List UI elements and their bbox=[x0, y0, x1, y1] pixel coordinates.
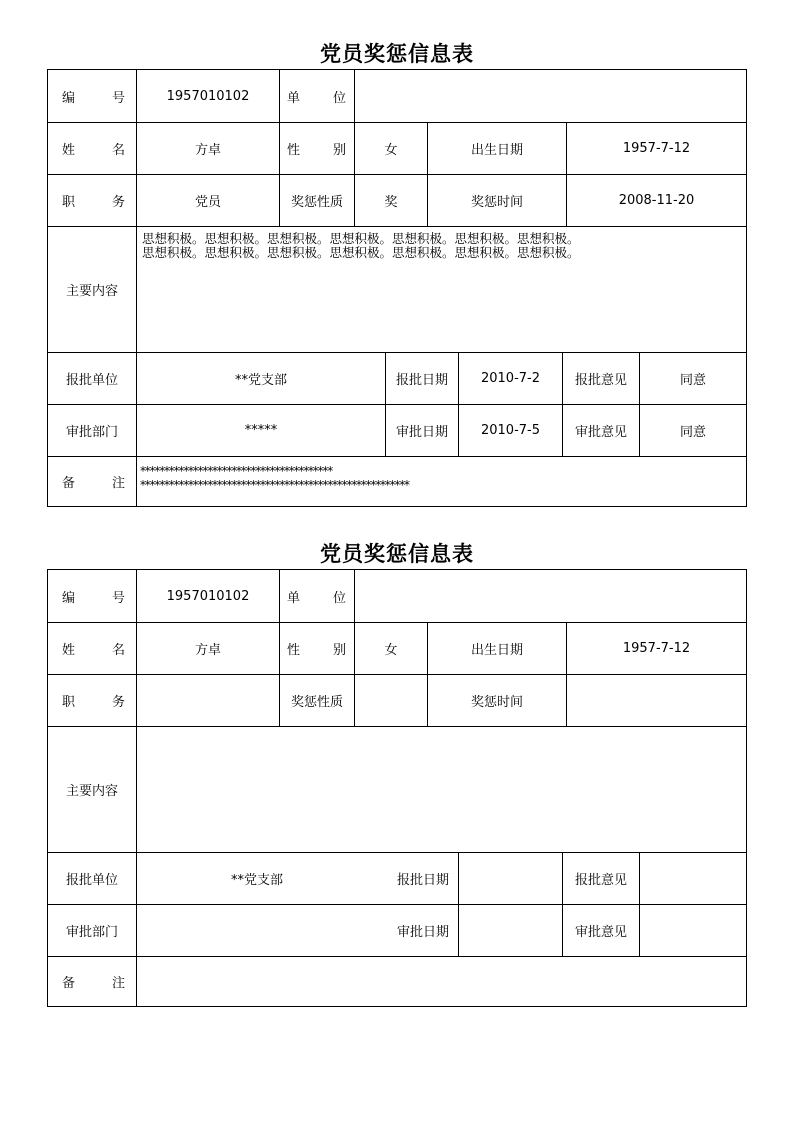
label-nature: 奖惩性质 bbox=[279, 174, 354, 226]
value-nature[interactable] bbox=[354, 674, 427, 726]
label-nature: 奖惩性质 bbox=[279, 674, 354, 726]
label-approve-dept: 审批部门 bbox=[48, 904, 136, 956]
value-nature[interactable]: 奖 bbox=[354, 174, 427, 226]
merged-approve-cell bbox=[136, 904, 458, 956]
label-id: 编 号 bbox=[62, 90, 125, 106]
label-report-unit: 报批单位 bbox=[48, 352, 136, 404]
value-unit[interactable] bbox=[354, 570, 746, 622]
value-report-unit[interactable]: **党支部 bbox=[136, 352, 385, 404]
content-line: 思想积极。思想积极。思想积极。思想积极。思想积极。思想积极。思想积极。 bbox=[142, 245, 580, 260]
remark-line: **************************************** bbox=[140, 463, 333, 478]
label-approve-dept: 审批部门 bbox=[48, 404, 136, 456]
value-remark[interactable] bbox=[136, 456, 746, 506]
value-report-date[interactable] bbox=[458, 852, 562, 904]
value-content[interactable] bbox=[136, 726, 746, 852]
label-report-date: 报批日期 bbox=[385, 352, 458, 404]
value-id[interactable]: 1957010102 bbox=[136, 70, 279, 122]
label-report-opinion: 报批意见 bbox=[562, 352, 639, 404]
form-title: 党员奖惩信息表 bbox=[320, 42, 474, 66]
value-approve-dept[interactable]: ***** bbox=[136, 404, 385, 456]
label-time: 奖惩时间 bbox=[427, 174, 566, 226]
value-approve-opinion[interactable] bbox=[639, 904, 746, 956]
label-report-unit: 报批单位 bbox=[48, 852, 136, 904]
merged-report-cell bbox=[136, 852, 458, 904]
value-approve-opinion[interactable]: 同意 bbox=[639, 404, 746, 456]
value-gender[interactable]: 女 bbox=[354, 622, 427, 674]
label-approve-date: 审批日期 bbox=[396, 925, 449, 940]
label-unit: 单 位 bbox=[279, 70, 354, 122]
award-info-table bbox=[47, 569, 747, 1007]
value-approve-date[interactable] bbox=[458, 904, 562, 956]
value-approve-date[interactable]: 2010-7-5 bbox=[458, 404, 562, 456]
label-content: 主要内容 bbox=[48, 726, 136, 852]
label-birth-date: 出生日期 bbox=[427, 122, 566, 174]
label-time: 奖惩时间 bbox=[427, 674, 566, 726]
value-remark[interactable] bbox=[136, 956, 746, 1006]
value-report-opinion[interactable] bbox=[639, 852, 746, 904]
remark-line: ******************************************************** bbox=[140, 477, 409, 492]
form-title: 党员奖惩信息表 bbox=[320, 542, 474, 566]
label-gender: 性 别 bbox=[279, 122, 354, 174]
value-time[interactable] bbox=[566, 674, 746, 726]
value-time[interactable]: 2008-11-20 bbox=[566, 174, 746, 226]
value-report-date[interactable]: 2010-7-2 bbox=[458, 352, 562, 404]
label-position: 职 务 bbox=[48, 674, 136, 726]
value-report-opinion[interactable]: 同意 bbox=[639, 352, 746, 404]
label-name: 姓 名 bbox=[48, 122, 136, 174]
label-report-opinion: 报批意见 bbox=[562, 852, 639, 904]
value-position[interactable] bbox=[136, 674, 279, 726]
value-name[interactable]: 方卓 bbox=[136, 122, 279, 174]
value-birth-date[interactable]: 1957-7-12 bbox=[566, 122, 746, 174]
label-content: 主要内容 bbox=[48, 226, 136, 352]
value-position[interactable]: 党员 bbox=[136, 174, 279, 226]
label-remark: 备 注 bbox=[48, 956, 136, 1006]
label-approve-opinion: 审批意见 bbox=[562, 404, 639, 456]
value-gender[interactable]: 女 bbox=[354, 122, 427, 174]
label-approve-opinion: 审批意见 bbox=[562, 904, 639, 956]
label-position: 职 务 bbox=[48, 174, 136, 226]
label-remark: 备 注 bbox=[48, 456, 136, 506]
value-unit[interactable] bbox=[354, 70, 746, 122]
value-content[interactable] bbox=[136, 226, 746, 352]
value-name[interactable]: 方卓 bbox=[136, 622, 279, 674]
label-id: 编 号 bbox=[62, 590, 125, 606]
label-gender: 性 别 bbox=[279, 622, 354, 674]
label-approve-date: 审批日期 bbox=[385, 404, 458, 456]
label-unit: 单 位 bbox=[279, 570, 354, 622]
label-report-date: 报批日期 bbox=[396, 873, 449, 888]
label-birth-date: 出生日期 bbox=[427, 622, 566, 674]
value-report-unit[interactable]: **党支部 bbox=[231, 873, 284, 888]
content-line: 思想积极。思想积极。思想积极。思想积极。思想积极。思想积极。思想积极。 bbox=[142, 231, 580, 246]
label-name: 姓 名 bbox=[48, 622, 136, 674]
value-id[interactable]: 1957010102 bbox=[136, 570, 279, 622]
value-birth-date[interactable]: 1957-7-12 bbox=[566, 622, 746, 674]
award-info-table bbox=[47, 69, 747, 507]
